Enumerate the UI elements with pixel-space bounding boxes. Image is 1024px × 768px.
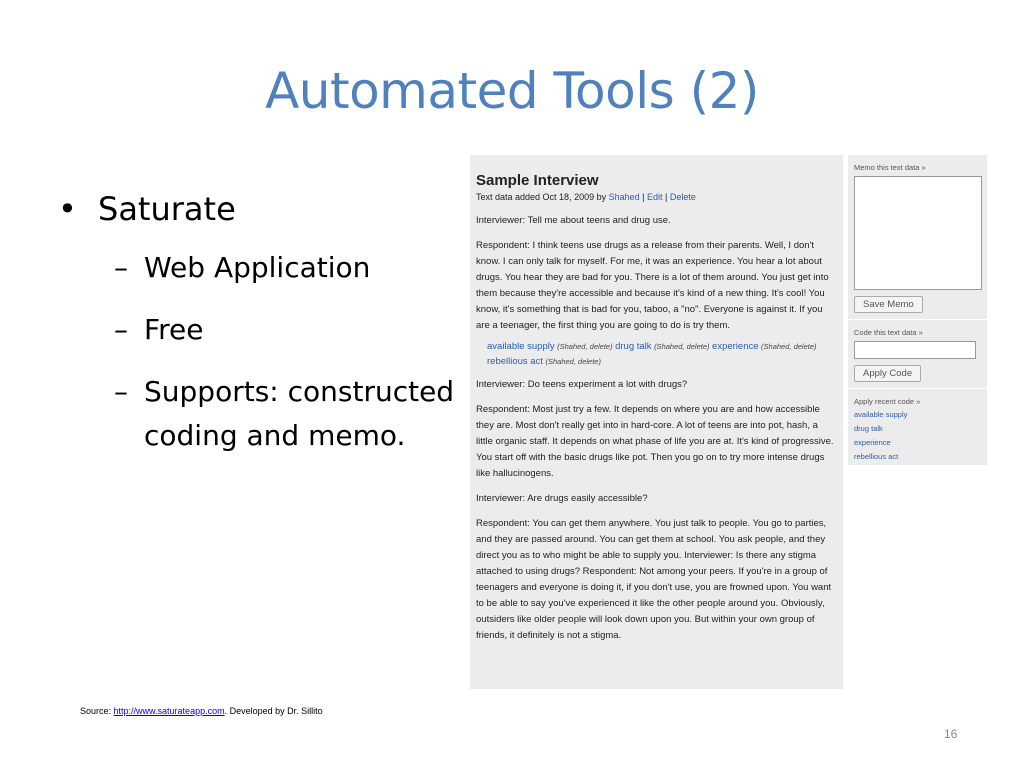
recent-codes-section bbox=[848, 389, 987, 470]
source-suffix: . Developed by Dr. Sillito bbox=[224, 706, 323, 716]
code-link[interactable]: rebellious act bbox=[487, 356, 543, 367]
source-citation bbox=[80, 706, 323, 716]
source-link[interactable]: http://www.saturateapp.com bbox=[113, 706, 225, 716]
apply-code-button[interactable]: Apply Code bbox=[854, 365, 921, 382]
memo-textarea[interactable] bbox=[854, 176, 982, 290]
dash-icon: – bbox=[114, 375, 128, 408]
code-section bbox=[848, 320, 987, 389]
bullet-list bbox=[58, 190, 458, 476]
interview-screenshot bbox=[470, 155, 843, 689]
code-label: Code this text data » bbox=[854, 328, 923, 337]
author-link[interactable]: Shahed bbox=[608, 192, 640, 202]
code-input[interactable] bbox=[854, 341, 976, 359]
dash-icon: – bbox=[114, 313, 128, 346]
meta-prefix: Text data added Oct 18, 2009 by bbox=[476, 192, 609, 202]
memo-section bbox=[848, 155, 987, 320]
code-link[interactable]: drug talk bbox=[615, 341, 652, 352]
bullet-main bbox=[58, 190, 458, 228]
interview-paragraph: Respondent: I think teens use drugs as a release from their parents. Well, I don't know. I can only talk for myself. For me, it was an experience. You hear a lot about drugs. You hear they are bad for you. There is a lot of them around. You just get into them because they're accessible and because it's kind of a new thing. It's cool! You know, it's something that is bad for you, taboo, a "no". Everyone is against it. If you are a teenager, the first thing you are going to do is try them. bbox=[476, 240, 829, 331]
code-meta: (Shahed, delete) bbox=[654, 342, 710, 351]
memo-label: Memo this text data » bbox=[854, 163, 926, 172]
code-link[interactable]: experience bbox=[712, 341, 759, 352]
recent-code-link[interactable]: rebellious act bbox=[854, 452, 899, 461]
interview-heading: Sample Interview bbox=[476, 172, 599, 189]
recent-code-link[interactable]: available supply bbox=[854, 410, 908, 419]
code-link[interactable]: available supply bbox=[487, 341, 555, 352]
page-number: 16 bbox=[944, 727, 958, 741]
bullet-dot-icon: • bbox=[58, 190, 77, 228]
source-prefix: Source: bbox=[80, 706, 114, 716]
sub-bullet-text: Web Application bbox=[144, 251, 371, 284]
slide-title: Automated Tools (2) bbox=[265, 62, 759, 120]
recent-label: Apply recent code » bbox=[854, 397, 921, 406]
applied-codes bbox=[476, 339, 837, 369]
interview-paragraph: Interviewer: Are drugs easily accessible? bbox=[476, 493, 648, 504]
sub-bullet-text: Supports: constructed coding and memo. bbox=[144, 375, 455, 452]
sub-bullet-text: Free bbox=[144, 313, 204, 346]
save-memo-button[interactable]: Save Memo bbox=[854, 296, 923, 313]
delete-link[interactable]: Delete bbox=[669, 192, 696, 202]
recent-code-link[interactable]: drug talk bbox=[854, 424, 883, 433]
code-meta: (Shahed, delete) bbox=[557, 342, 613, 351]
bullet-main-text: Saturate bbox=[98, 190, 236, 228]
interview-meta: Text data added Oct 18, 2009 by Shahed | Edit | Delete bbox=[476, 192, 696, 202]
recent-code-link[interactable]: experience bbox=[854, 438, 891, 447]
sub-bullet bbox=[58, 246, 458, 290]
interview-paragraph: Interviewer: Do teens experiment a lot with drugs? bbox=[476, 379, 688, 390]
interview-paragraph: Respondent: Most just try a few. It depends on where you are and how accessible they are. Most don't really get into in hard-core. A lot of teens are into pot, hash, a little organic staff. It depends on what phase of life you are at. It's kind of progressive. You start off with the basic drugs like pot. Then you go on to try more intense drugs like hallucinogens. bbox=[476, 404, 834, 479]
code-meta: (Shahed, delete) bbox=[545, 357, 601, 366]
edit-link[interactable]: Edit bbox=[646, 192, 663, 202]
interview-paragraph: Respondent: You can get them anywhere. You just talk to people. You go to parties, and they are passed around. You can get them at school. You ask people, and they direct you as to who might be able to supply you. Interviewer: Is there any stigma attached to using drugs? Respondent: Not among your peers. If you're in a group of teenagers and everyone is doing it, if you don't use, you are frowned upon. You want to be able to say you've experienced it like the other people around you. Obviously, outsiders like older people will look down upon you. But within your own group of friends, it definitely is not a stigma. bbox=[476, 518, 832, 641]
sub-bullet bbox=[58, 308, 458, 352]
interview-paragraph: Interviewer: Tell me about teens and drug use. bbox=[476, 215, 671, 226]
sidebar-panel bbox=[848, 155, 987, 465]
code-meta: (Shahed, delete) bbox=[761, 342, 817, 351]
dash-icon: – bbox=[114, 251, 128, 284]
sub-bullet bbox=[58, 370, 458, 458]
